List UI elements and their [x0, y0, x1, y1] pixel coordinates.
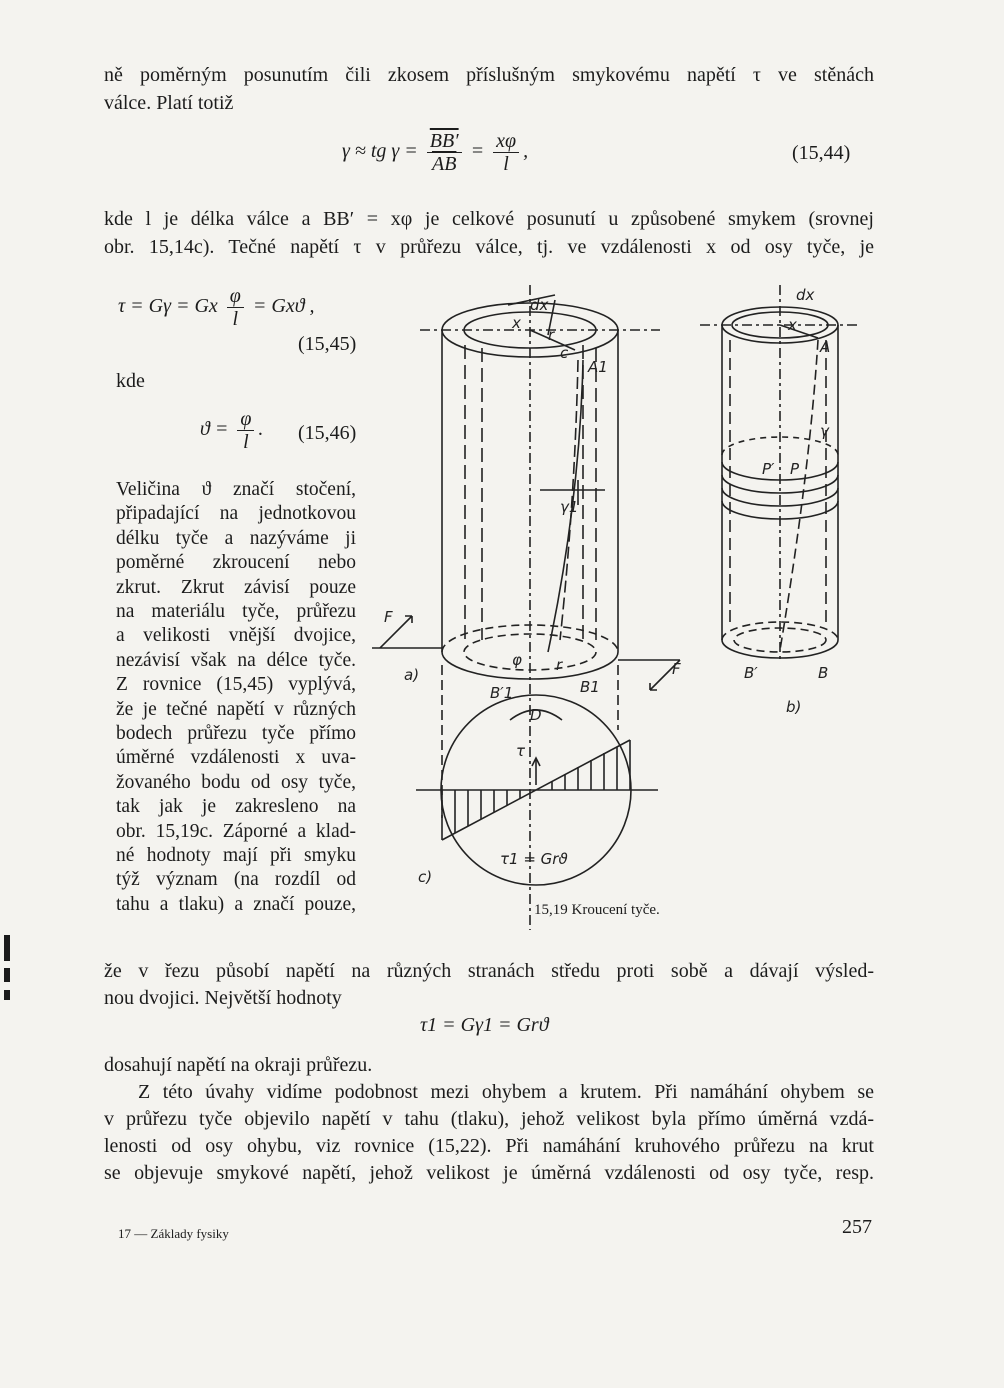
page-number: 257 [842, 1216, 872, 1238]
label-x-a: x [512, 314, 521, 332]
eq1544-eq: = [470, 140, 485, 163]
intro-line-1: ně poměrným posunutím čili zkosem příslušným smykovému napětí τ ve stěnách [104, 64, 874, 86]
label-tau: τ [516, 742, 526, 760]
column-line: a velikosti vnější dvojice, [116, 625, 356, 647]
para4-line-4: se objevuje smykové napětí, jehož velikost je úměrná vzdálenosti od osy tyče, resp. [104, 1162, 874, 1184]
label-c: c) [418, 868, 433, 886]
para3-line-1: dosahují napětí na okraji průřezu. [104, 1054, 373, 1076]
figure-15-19 [370, 280, 870, 930]
equation-15-45 [118, 285, 315, 330]
eq1546-den: l [243, 431, 249, 453]
column-line: připadající na jednotkovou [116, 503, 356, 525]
para4-line-2: v průřezu tyče objevilo napětí v tahu (tlaku), jehož velikost byla přímo úměrná vzdá- [104, 1108, 874, 1130]
column-line: Z rovnice (15,45) vyplývá, [116, 674, 356, 696]
label-P-prime: P′ [762, 460, 775, 478]
cylinder-b [700, 285, 860, 660]
eq1544-den2: l [503, 153, 509, 175]
eq1546-lhs: ϑ = [200, 418, 229, 441]
column-line: úměrné vzdálenosti x uva- [116, 747, 356, 769]
label-dx-b: dx [796, 286, 815, 304]
label-F-right: F [672, 660, 681, 678]
label-A1: A1 [588, 358, 608, 376]
label-B: B [818, 664, 829, 682]
column-line: bodech průřezu tyče přímo [116, 723, 356, 744]
para4-line-3: lenosti od osy ohybu, viz rovnice (15,22). Při namáhání kruhového průřezu na krut [104, 1135, 874, 1157]
eq1545-rhs: = Gxϑ , [252, 295, 315, 318]
column-line: že je tečné napětí v různých [116, 698, 356, 720]
cylinder-a [372, 285, 680, 930]
margin-mark [4, 968, 10, 982]
eq1544-den1: AB [431, 153, 457, 175]
para1-line-2: obr. 15,14c). Tečné napětí τ v průřezu válce, tj. ve vzdálenosti x od osy tyče, je [104, 236, 874, 258]
label-gamma1: γ1 [560, 498, 579, 516]
column-line: poměrné zkroucení nebo [116, 552, 356, 574]
column-line: obr. 15,19c. Záporné a klad- [116, 820, 356, 842]
column-line: nezávisí však na délce tyče. [116, 649, 356, 671]
label-x-b: x [788, 316, 797, 334]
label-B-prime: B′ [744, 664, 758, 682]
label-r-a: r [548, 326, 555, 344]
column-line: Veličina ϑ značí stočení, [116, 479, 356, 500]
eq1546-dot: . [258, 418, 264, 441]
equation-tau1: τ1 = Gγ1 = Grϑ [420, 1014, 549, 1036]
para4-line-1: Z této úvahy vidíme podobnost mezi ohybem a krutem. Při namáhání ohybem se [138, 1081, 874, 1103]
label-B1: B1 [580, 678, 600, 696]
eq1544-num1: BB′ [427, 130, 462, 153]
footer-left: 17 — Základy fysiky [118, 1226, 229, 1241]
column-line: tahu a tlaku) a značí pouze, [116, 893, 356, 915]
column-line: tak jak je zakresleno na [116, 796, 356, 818]
kde-label: kde [116, 370, 145, 392]
label-b: b) [786, 698, 802, 716]
column-line: týž význam (na rozdíl od [116, 869, 356, 891]
eq1544-num2: xφ [493, 130, 519, 153]
label-B1-prime: B′1 [490, 684, 514, 702]
label-a: a) [404, 666, 420, 684]
margin-mark [4, 935, 10, 961]
eq1545-number: (15,45) [298, 333, 357, 355]
equation-15-44 [342, 130, 528, 175]
eq1546-number: (15,46) [298, 422, 357, 444]
label-phi-a: φ [512, 651, 522, 669]
margin-mark [4, 990, 10, 1000]
column-line: žovaného bodu od osy tyče, [116, 771, 356, 793]
eq1545-num: φ [227, 285, 244, 308]
column-line: délku tyče a nazýváme ji [116, 527, 356, 549]
column-line: na materiálu tyče, průřezu [116, 601, 356, 622]
figure-labels [384, 286, 830, 886]
eq1544-number: (15,44) [792, 142, 851, 164]
label-P: P [790, 460, 800, 478]
label-tau-eq: τ1 = Grϑ [500, 850, 568, 868]
eq1546-num: φ [237, 408, 254, 431]
label-r-bottom: r [556, 656, 563, 674]
column-line: né hodnoty mají při smyku [116, 845, 356, 866]
label-gamma-b: γ [820, 422, 829, 440]
eq1545-den: l [232, 308, 239, 330]
para1-line-1: kde l je délka válce a BB′ = xφ je celkové posunutí u způsobené smykem (srovnej [104, 208, 874, 230]
label-D: D [530, 706, 542, 724]
equation-15-46 [200, 408, 263, 453]
label-dx-a: dx [530, 296, 549, 314]
eq1545-lhs: τ = Gγ = Gx [118, 295, 218, 318]
label-F-left: F [384, 608, 393, 626]
eq1544-lhs: γ ≈ tg γ = [342, 140, 418, 163]
figure-caption: 15,19 Kroucení tyče. [534, 902, 660, 918]
para2-line-2: nou dvojici. Největší hodnoty [104, 987, 342, 1009]
label-A-b: A [820, 338, 831, 356]
column-line: zkrut. Zkrut závisí pouze [116, 576, 356, 598]
label-c-a: c [560, 344, 569, 362]
para2-line-1: že v řezu působí napětí na různých stranách středu proti sobě a dávají výsled- [104, 960, 874, 982]
intro-line-2: válce. Platí totiž [104, 92, 234, 114]
eq1544-comma: , [523, 140, 529, 163]
